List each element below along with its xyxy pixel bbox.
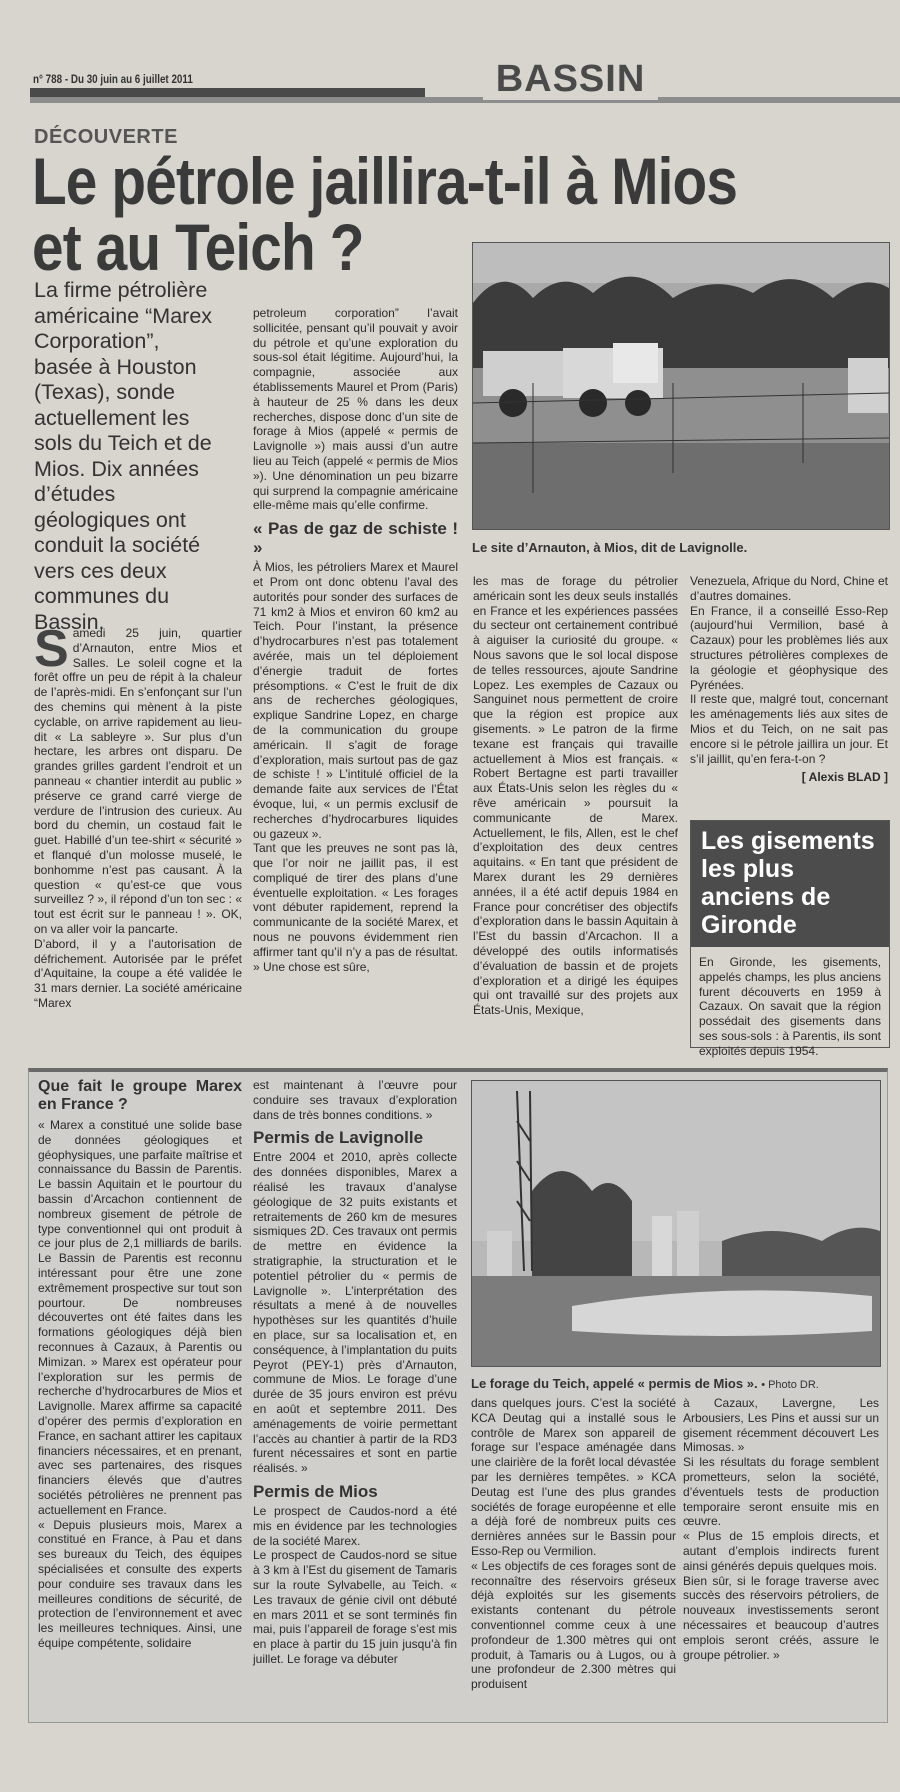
paragraph: Entre 2004 et 2010, après collecte des données disponibles, Marex a réalisé les travaux d’analyse géologique de 32 puits existants et retraitements de 260 km de mesures sismiques 2D. Ces travaux ont permis de mettre en évidence la stratigraphie, la structuration et le potentiel pétrolier du « permis de Lavignolle ». L’interprétation des résultats a mené à de nouvelles hypothèses sur les quantités d’huile en place, sur sa localisation et, en conséquence, à l’implantation du puits Peyrot (PEY-1) près d’Arnauton, commune de Mios. Le forage d’une durée de 35 jours environ est prévu en août et septembre 2011. Des aménagements de voirie permettant l’accès au chantier à partir de la RD3 furent nécessaires et sont en partie réalisés. » <box>253 1150 457 1476</box>
article-column-3 <box>473 574 678 1018</box>
article-column-4 <box>690 574 888 785</box>
paragraph: Bien sûr, si le forage traverse avec succès des réservoirs pétroliers, de nouveaux investissements seront nécessaires et beaucoup d’autres emplois seront créés, assure le groupe pétrolier. » <box>683 1573 879 1662</box>
subheading-gaz-de-schiste: « Pas de gaz de schiste ! » <box>253 519 458 558</box>
issue-date: n° 788 - Du 30 juin au 6 juillet 2011 <box>33 72 193 86</box>
marex-column-2 <box>253 1078 457 1667</box>
marex-column-4 <box>683 1396 879 1662</box>
paragraph: les mas de forage du pétrolier américain sont les deux seuls installés en France et les expériences passées du secteur ont certainement contribué à aiguiser la curiosité du groupe. « Nous savons que le sol local dispose de telles ressources, ajoute Sandrine Lopez. Les exemples de Cazaux ou Sanguinet nous permettent de croire que la région est propice aux gisements. » Le patron de la firme texane est français qui travaille actuellement à Mios est français. « Robert Bertagne est parti travailler aux États-Unis selon les règles du « rêve américain » poursuit la communicante de Marex. Actuellement, le fils, Allen, est le chef d’exploitation des deux centres aquitains. « En tant que président de Marex durant les 29 dernières années, il a été actif depuis 1984 en France pour concrétiser des objectifs d’exploration dans le bassin Aquitain à l’Est du bassin d’Arcachon. Il a développé des outils informatisés d’évaluation de bassin et de projets d’exploration et a dirigé les équipes qui ont travaillé sur des projets aux États-Unis, Mexique, <box>473 574 678 1018</box>
headline-line-1: Le pétrole jaillira-t-il à Mios <box>32 144 738 218</box>
header-rule-dark <box>30 88 425 97</box>
sidebar-box-body: En Gironde, les gisements, appelés champs, les plus anciens furent découverts en 1959 à Cazaux. On savait que la région possédait des gisements dans ses sous-sols : à Parentis, ils sont exploités depuis 1954. <box>699 955 881 1058</box>
paragraph: À Mios, les pétroliers Marex et Maurel et Prom ont donc obtenu l’aval des autorités pour sonder des surfaces de 71 km2 à Mios et environ 60 km2 au Teich. Pour l’instant, la présence d’hydrocarbures n’est pas totalement avérée, mais un tel déploiement d’énergie traduit de fortes présomptions. « C’est le fruit de dix ans de recherches géologiques, explique Sandrine Lopez, en charge de la communication du groupe américain. Il s’agit de forage d’exploration, mais surtout pas de gaz de schiste ! » L’intitulé officiel de la demande faite aux services de l’État évoque, lui, « un permis exclusif de recherches d’hydrocarbures liquides ou gazeux ». <box>253 560 458 841</box>
paragraph: En France, il a conseillé Esso-Rep (aujourd’hui Vermilion, basé à Cazaux) pour les problèmes liés aux structures pétrolières complexes de la géologie et géophysique des Pyrénées. <box>690 603 888 692</box>
paragraph: est maintenant à l’œuvre pour conduire ses travaux d’exploration dans de très bonnes conditions. » <box>253 1078 457 1122</box>
subheading-permis-lavignolle: Permis de Lavignolle <box>253 1128 424 1148</box>
photo-arnauton-site <box>472 242 890 530</box>
photo-credit: • Photo DR. <box>761 1379 819 1391</box>
headline-line-2: et au Teich ? <box>32 210 364 284</box>
sidebar-box-gisements <box>690 820 890 1058</box>
paragraph: Le prospect de Caudos-nord a été mis en évidence par les technologies de la société Marex. <box>253 1503 457 1548</box>
kicker: DÉCOUVERTE <box>34 126 178 148</box>
paragraph: à Cazaux, Lavergne, Les Arbousiers, Les Pins et aussi sur un gisement récemment découvert Les Mimosas. » <box>683 1396 879 1455</box>
photo-teich-drilling <box>471 1080 881 1367</box>
header-rule-light <box>30 97 425 103</box>
paragraph: amedi 25 juin, quartier d’Arnauton, entre Mios et Salles. Le soleil cogne et la forêt offre un peu de répit à la chaleur de l’après-midi. En s’enfonçant sur l’un des chemins qui mènent à la piste cyclable, on arrive rapidement au lieu-dit « La sableyre ». Sur plus d’un hectare, les arbres ont disparu. De grandes grilles gardent l’endroit et un panneau « chantier interdit au public » préserve ce grand carré vierge de verdure de l’intrusion des curieux. Au bord du chemin, un costaud fait le guet. Habillé d’un tee-shirt « sécurité » et flanqué d’un molosse muselé, le bonhomme n’est pas causant. À la question « qu’est-ce que vous surveillez ? », il répond d’un ton sec : « tout est écrit sur le panneau ! ». OK, on va aller voir la pancarte. <box>34 626 242 936</box>
section-rubric: BASSIN <box>483 58 658 100</box>
marex-column-1 <box>38 1078 242 1651</box>
photo-trucks-fence-image <box>473 243 889 529</box>
article-column-1 <box>34 620 242 1011</box>
lead-paragraph: La firme pétrolière américaine “Marex Corporation”, basée à Houston (Texas), sonde actuellement les sols du Teich et de Mios. Dix années d’études géologiques ont conduit la société vers ces deux communes du Bassin. <box>34 278 213 634</box>
subheading-permis-mios: Permis de Mios <box>253 1481 378 1501</box>
paragraph: D’abord, il y a l’autorisation de défrichement. Autorisée par le préfet d’Aquitaine, la coupe a été validée le 31 mars dernier. La société américaine “Marex <box>34 936 242 1010</box>
paragraph: Si les résultats du forage semblent prometteurs, selon la société, d’éventuels tests de production temporaire seront ensuite mis en œuvre. <box>683 1455 879 1529</box>
paragraph: petroleum corporation” l’avait sollicitée, pensant qu’il pouvait y avoir du pétrole et qu’une exploration du sous-sol était légitime. Aujourd’hui, la compagnie, associée aux établissements Maurel et Prom (Paris) à hauteur de 25 % dans les deux recherches, dispose donc d’un site de forage à Mios (appelé « permis de Lavignolle ») mais aussi d’un autre lieu au Teich (appelé « permis de Mios »). Une dénomination un peu bizarre qui surprend la compagnie américaine elle-même mais qu’elle confirme. <box>253 306 458 513</box>
marex-column-3 <box>471 1396 676 1692</box>
paragraph: Le prospect de Caudos-nord se situe à 3 km à l’Est du gisement de Tamaris sur la route Sylvabelle, au Teich. « Les travaux de génie civil ont débuté en mars 2011 et se sont terminés fin mai, puis l’appareil de forage s’est mis en place à partir du 15 juin jusqu’à fin juillet. Le forage va débuter <box>253 1548 457 1666</box>
author-signature: [ Alexis BLAD ] <box>801 770 888 785</box>
paragraph: « Marex a constitué une solide base de données géologiques et géophysiques, une parfaite maîtrise et connaissance du Bassin de Parentis. Le bassin Aquitain et le pourtour du bassin d’Arcachon contiennent de nombreux gisement de pétrole de type conventionnel qui ont produit à ce jour plus de 2,1 milliards de barils. Le Bassin de Parentis est reconnu intéressant pour être une zone extrêmement prospective sur tout son pourtour. De nombreuses découvertes ont été faites dans les formations géologiques déjà bien reconnues à Cazaux, à Parentis ou Mimizan. » Marex est opérateur pour l’exploration sur les permis de recherche d’hydrocarbures de Mios et Lavignolle. Marex affirme sa capacité d’opérer des permis d’exploration en France, en sachant attirer les capitaux financiers nécessaires, et en prenant, avec ses partenaires, des risques financiers élevés que d’autres sociétés pétrolières ne prennent pas actuellement en France. <box>38 1118 242 1517</box>
article-column-2 <box>253 306 458 974</box>
marex-section-heading: Que fait le groupe Marex en France ? <box>38 1078 242 1113</box>
paragraph: Venezuela, Afrique du Nord, Chine et d’autres domaines. <box>690 574 888 603</box>
photo-caption-arnauton: Le site d’Arnauton, à Mios, dit de Lavignolle. <box>472 540 748 555</box>
photo-caption-text: Le forage du Teich, appelé « permis de Mios ». <box>471 1376 758 1391</box>
paragraph: « Plus de 15 emplois directs, et autant d’emplois indirects furent ainsi générés depuis quelques mois. <box>683 1529 879 1573</box>
paragraph: Tant que les preuves ne sont pas là, que l’or noir ne jaillit pas, il est compliqué de tirer des plans d’une éventuelle exploitation. « Les forages vont débuter rapidement, reprend la communicante de la société Marex, et nous ne pouvons évidemment rien affirmer tant qu’il n’y a pas de résultat. » Une chose est sûre, <box>253 841 458 974</box>
paragraph: dans quelques jours. C’est la société KCA Deutag qui a installé sous le contrôle de Marex son appareil de forage sur l’espace aménagée dans une clairière de la forêt local dévastée par les dernières tempêtes. » KCA Deutag est l’une des plus grandes sociétés de forage européenne et elle a déjà foré de nombreux puits ces dernières années sur le Bassin pour Esso-Rep ou Vermilion. <box>471 1396 676 1558</box>
sidebar-box-title: Les gisements les plus anciens de Gironde <box>691 821 889 947</box>
paragraph: « Depuis plusieurs mois, Marex a constitué en France, à Pau et dans ses bureaux du Teich, des équipes spécialisées et consulte des experts pour conduire ses travaux dans les meilleures conditions de sécurité, de protection de l’environnement et avec les meilleures techniques. Ainsi, une équipe compétente, solidaire <box>38 1517 242 1650</box>
photo-caption-teich <box>471 1376 819 1391</box>
drop-cap: S <box>34 620 69 678</box>
photo-drilling-rig-image <box>472 1081 880 1366</box>
paragraph: Il reste que, malgré tout, concernant les aménagements liés aux sites de Mios et du Teich, on ne sait pas encore si le pétrole jaillira un jour. Et s’il jaillit, qu’en fera-t-on ? <box>690 692 888 766</box>
paragraph: « Les objectifs de ces forages sont de reconnaître des réservoirs gréseux déjà exploités sur les gisements existants contenant du pétrole conventionnel comme ceux à une profondeur de 1.300 mètres qui ont produit, à Tamaris ou à Lugos, ou à une profondeur de 2.300 mètres qui produisent <box>471 1558 676 1692</box>
